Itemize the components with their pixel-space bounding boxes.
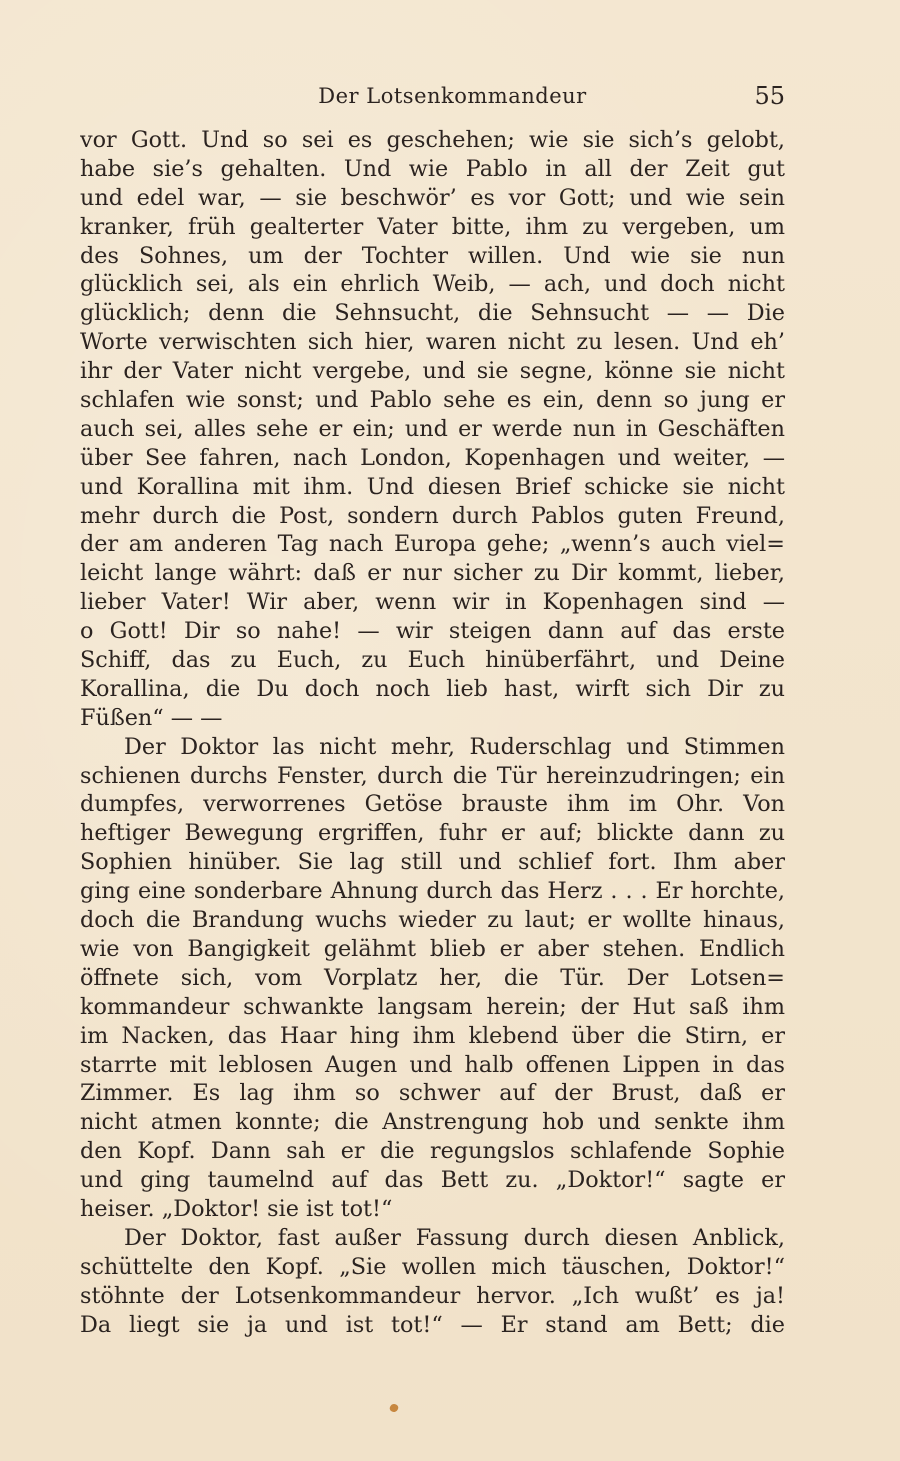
text-line: Zimmer. Es lag ihm so schwer auf der Brust, daß er [80, 1080, 785, 1107]
text-line: lieber Vater! Wir aber, wenn wir in Kopenhagen sind — [80, 589, 785, 616]
text-line: über See fahren, nach London, Kopenhagen und weiter, — [80, 444, 785, 471]
text-line: der am anderen Tag nach Europa gehe; „wenn’s auch viel= [80, 531, 785, 558]
text-line: den Kopf. Dann sah er die regungslos schlafende Sophie [80, 1138, 785, 1165]
text-line: mehr durch die Post, sondern durch Pablos guten Freund, [80, 502, 785, 529]
text-line: ging eine sonderbare Ahnung durch das Herz . . . Er horchte, [80, 878, 785, 905]
text-line: glücklich sei, als ein ehrlich Weib, — ach, und doch nicht [80, 271, 785, 298]
text-line: starrte mit leblosen Augen und halb offenen Lippen in das [80, 1051, 785, 1078]
text-line: des Sohnes, um der Tochter willen. Und wie sie nun [80, 242, 785, 269]
text-line: glücklich; denn die Sehnsucht, die Sehnsucht — — Die [80, 300, 785, 327]
text-line: öffnete sich, vom Vorplatz her, die Tür. Der Lotsen= [80, 964, 785, 991]
text-line: Schiff, das zu Euch, zu Euch hinüberfährt, und Deine [80, 647, 785, 674]
text-line: ihr der Vater nicht vergebe, und sie segne, könne sie nicht [80, 358, 785, 385]
text-line: dumpfes, verworrenes Getöse brauste ihm im Ohr. Von [80, 791, 785, 818]
text-line: Worte verwischten sich hier, waren nicht zu lesen. Und eh’ [80, 329, 785, 356]
text-line: und ging taumelnd auf das Bett zu. „Doktor!“ sagte er [80, 1167, 785, 1194]
running-header [80, 84, 785, 114]
text-line: auch sei, alles sehe er ein; und er werde nun in Geschäften [80, 415, 785, 442]
text-line: im Nacken, das Haar hing ihm klebend über die Stirn, er [80, 1022, 785, 1049]
text-line: und Korallina mit ihm. Und diesen Brief schicke sie nicht [80, 473, 785, 500]
text-line: kommandeur schwankte langsam herein; der Hut saß ihm [80, 993, 785, 1020]
text-line: vor Gott. Und so sei es geschehen; wie sie sich’s gelobt, [80, 127, 785, 153]
text-line: Da liegt sie ja und ist tot!“ — Er stand am Bett; die [80, 1311, 785, 1338]
text-line: nicht atmen konnte; die Anstrengung hob und senkte ihm [80, 1109, 785, 1136]
text-line-paragraph-end: Füßen“ — — [80, 704, 223, 731]
page-number: 55 [754, 82, 785, 110]
text-line: wie von Bangigkeit gelähmt blieb er aber stehen. Endlich [80, 935, 785, 962]
text-line: und edel war, — sie beschwör’ es vor Gott; und wie sein [80, 184, 785, 211]
text-line: schienen durchs Fenster, durch die Tür hereinzudringen; ein [80, 762, 785, 789]
text-line: o Gott! Dir so nahe! — wir steigen dann auf das erste [80, 618, 785, 645]
text-line: Sophien hinüber. Sie lag still und schlief fort. Ihm aber [80, 849, 785, 876]
body-text [80, 126, 785, 1339]
text-line-paragraph-start: Der Doktor, fast außer Fassung durch diesen Anblick, [124, 1224, 785, 1251]
text-line: kranker, früh gealterter Vater bitte, ihm zu vergeben, um [80, 213, 785, 240]
text-line: heftiger Bewegung ergriffen, fuhr er auf; blickte dann zu [80, 820, 785, 847]
running-title: Der Lotsenkommandeur [318, 84, 587, 108]
text-line: Korallina, die Du doch noch lieb hast, wirft sich Dir zu [80, 675, 785, 702]
text-line: schlafen wie sonst; und Pablo sehe es ein, denn so jung er [80, 387, 785, 414]
text-line: doch die Brandung wuchs wieder zu laut; er wollte hinaus, [80, 907, 785, 934]
text-line: schüttelte den Kopf. „Sie wollen mich täuschen, Doktor!“ [80, 1253, 785, 1280]
text-line: leicht lange währt: daß er nur sicher zu Dir kommt, lieber, [80, 560, 785, 587]
text-line-paragraph-end: heiser. „Doktor! sie ist tot!“ [80, 1195, 393, 1222]
text-line: stöhnte der Lotsenkommandeur hervor. „Ich wußt’ es ja! [80, 1282, 785, 1309]
paper-speck [389, 1403, 400, 1414]
text-line: habe sie’s gehalten. Und wie Pablo in all der Zeit gut [80, 155, 785, 182]
text-line-paragraph-start: Der Doktor las nicht mehr, Ruderschlag und Stimmen [124, 733, 785, 760]
